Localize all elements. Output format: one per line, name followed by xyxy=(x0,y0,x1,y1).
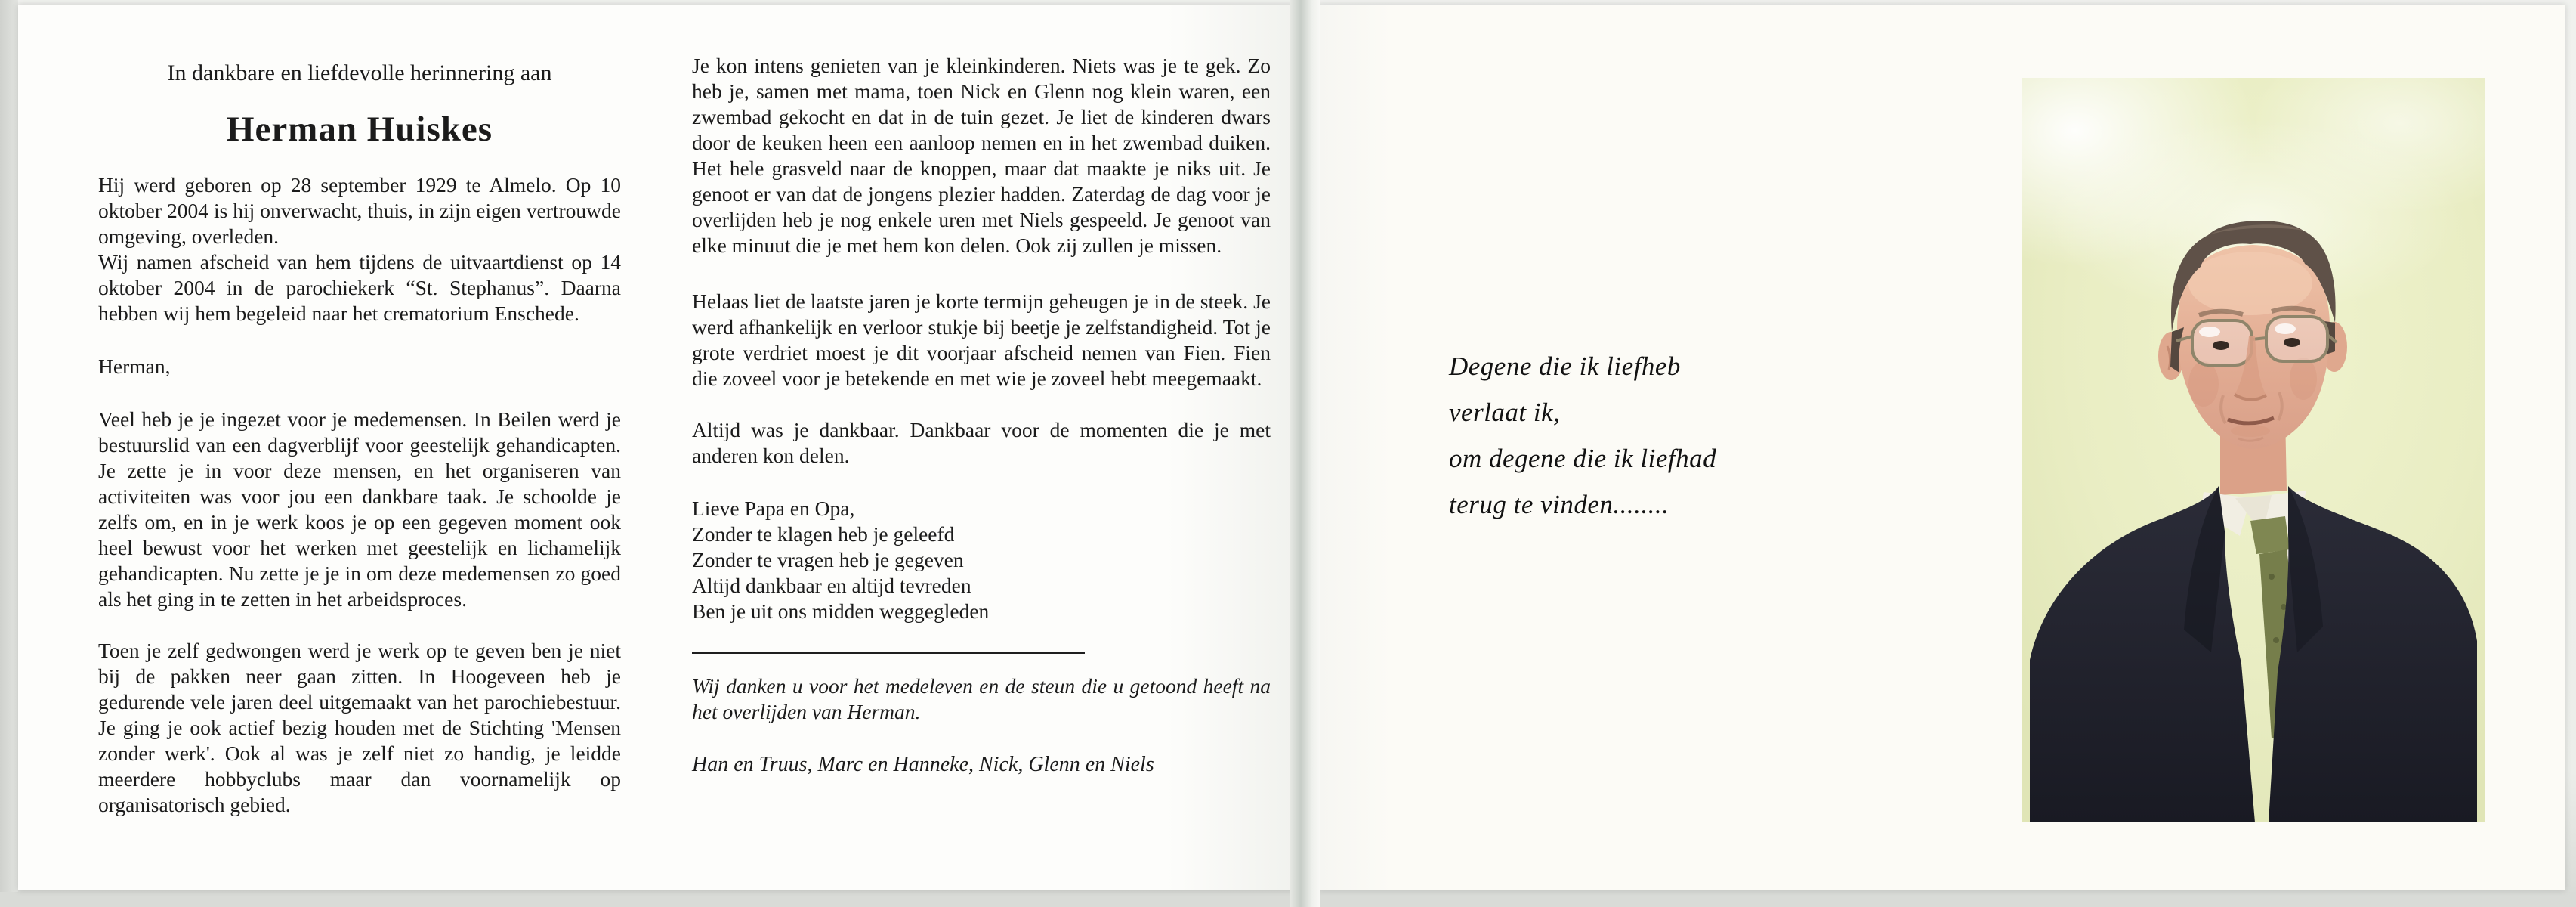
quote-line: verlaat ik, xyxy=(1449,398,1561,427)
quote-line: om degene die ik liefhad xyxy=(1449,444,1717,473)
scan-edge-left xyxy=(0,0,18,907)
salutation: Herman, xyxy=(98,354,171,378)
acknowledgement-text: Wij danken u voor het medeleven en de steun die u getoond heeft na het overlijden van Herman. xyxy=(692,674,1271,723)
quote-line: terug te vinden........ xyxy=(1449,490,1669,519)
family-names: Han en Truus, Marc en Hanneke, Nick, Glenn en Niels xyxy=(692,753,1154,776)
paragraph-grandchildren: Je kon intens genieten van je kleinkinderen. Niets was je te gek. Zo heb je, samen met mama, toen Nick en Glenn nog klein waren, een zwembad gekocht en dat in de tuin gezet. Je liet de kinderen dwars door de keuken heen een aanloop nemen en in het zwembad duiken. Het hele grasveld naar de knoppen, maar dat maakte je niks uit. Je genoot er van dat de jongens plezier hadden. Zaterdag de dag voor je overlijden heb je nog enkele uren met Niels gespeeld. Je genoot van elke minuut die je met hem kon delen. Ook zij zullen je missen. xyxy=(692,54,1271,257)
poem-line: Lieve Papa en Opa, xyxy=(692,497,855,520)
text-column-2 xyxy=(692,53,1271,778)
paragraph-birth-death: Hij werd geboren op 28 september 1929 te Almelo. Op 10 oktober 2004 is hij onverwacht, thuis, in zijn eigen vertrouwde omgeving, overleden. xyxy=(98,173,621,248)
memorial-quote xyxy=(1449,343,1716,528)
poem-line: Zonder te vragen heb je gegeven xyxy=(692,548,964,571)
poem-line: Zonder te klagen heb je geleefd xyxy=(692,522,955,546)
quote-line: Degene die ik liefheb xyxy=(1449,351,1681,381)
farewell-poem xyxy=(692,496,1271,624)
card-fold-crease xyxy=(1290,0,1320,907)
separator-line xyxy=(692,652,1085,654)
poem-line: Ben je uit ons midden weggegleden xyxy=(692,599,990,623)
paragraph-memory-fien: Helaas liet de laatste jaren je korte termijn geheugen je in de steek. Je werd afhankelijk en verloor stukje bij beetje je zelfstandigheid. Tot je grote verdriet moest je dit voorjaar afscheid nemen van Fien. Fien die zoveel voor je betekende en met wie je zoveel hebt meegemaakt. xyxy=(692,289,1271,390)
portrait-photo xyxy=(2022,78,2485,822)
portrait-photo-illustration xyxy=(2022,78,2485,822)
paragraph-funeral: Wij namen afscheid van hem tijdens de uitvaartdienst op 14 oktober 2004 in de parochiekerk “St. Stephanus”. Daarna hebben wij hem begeleid naar het crematorium Enschede. xyxy=(98,250,621,325)
deceased-name-title: Herman Huiskes xyxy=(226,110,493,149)
text-column-1 xyxy=(98,44,621,818)
scan-edge-bottom xyxy=(0,892,2576,907)
memorial-header: In dankbare en liefdevolle herinnering aan xyxy=(167,60,552,85)
paragraph-gratitude: Altijd was je dankbaar. Dankbaar voor de momenten die je met anderen kon delen. xyxy=(692,418,1271,467)
card-page-right xyxy=(1317,5,2565,890)
paragraph-volunteer-work: Veel heb je je ingezet voor je medemensen. In Beilen werd je bestuurslid van een dagverblijf voor geestelijk gehandicapten. Je zette je in voor deze mensen, en het organiseren van activiteiten was voor jou een dankbare taak. Je schoolde je zelfs om, en in je werk koos je op een gegeven moment ook heel bewust voor het werken met geestelijk en lichamelijk gehandicapten. Nu zette je je in om deze medemensen zo goed als het ging in te zetten in het arbeidsproces. xyxy=(98,407,621,611)
poem-line: Altijd dankbaar en altijd tevreden xyxy=(692,574,971,597)
paragraph-parish-hobbyclubs: Toen je zelf gedwongen werd je werk op te geven ben je niet bij de pakken neer gaan zitten. In Hoogeveen heb je gedurende vele jaren deel uitgemaakt van het parochiebestuur. Je ging je ook actief bezig houden met de Stichting 'Mensen zonder werk'. Ook al was je zelf niet zo handig, je leidde meerdere hobbyclubs maar dan voornamelijk op organisatorisch gebied. xyxy=(98,639,621,816)
card-page-left xyxy=(18,5,1295,890)
